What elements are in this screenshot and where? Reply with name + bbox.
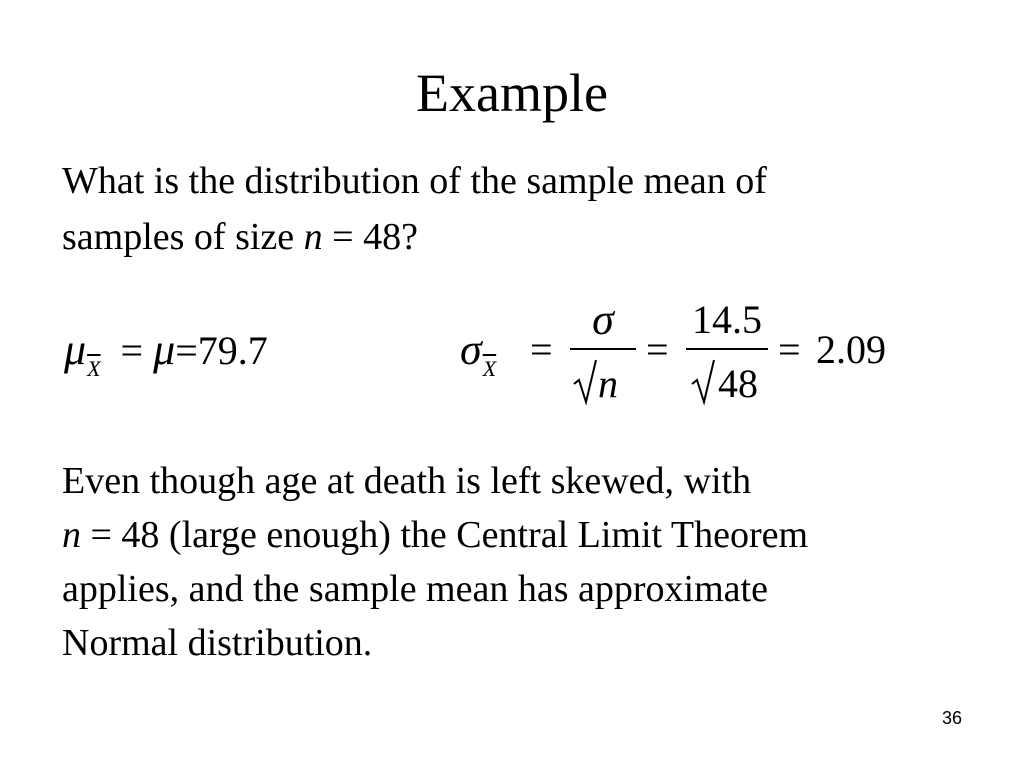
frac2-bar [686, 348, 768, 350]
explanation-text [62, 454, 982, 670]
question-value: 48 [363, 216, 402, 258]
mean-formula [64, 326, 268, 381]
explanation-line-2-rest: = 48 (large enough) the Central Limit Theorem [81, 514, 809, 556]
explanation-line-1: Even though age at death is left skewed, with [62, 460, 752, 502]
question-suffix: ? [401, 216, 418, 258]
explanation-line-3: applies, and the sample mean has approximate [62, 568, 768, 610]
slide-title: Example [416, 63, 608, 123]
page-number: 36 [941, 708, 962, 728]
explanation-variable: n [62, 514, 81, 556]
explanation-line-2 [62, 508, 982, 562]
mean-subscript: $\overline{X}$ [87, 356, 101, 381]
question-prefix: samples of size [62, 216, 304, 258]
question-equals: = [322, 216, 364, 258]
question-variable: n [303, 216, 323, 258]
frac1-numerator: σ [592, 295, 614, 344]
sd-equals-3: = [778, 327, 801, 372]
sqrt-symbol-2 [690, 358, 716, 406]
sd-equals-2: = [646, 327, 669, 372]
sd-sigma-symbol: σ [460, 325, 482, 374]
frac2-numerator: 14.5 [692, 297, 762, 342]
mean-mu-symbol: μ [64, 325, 87, 374]
explanation-line-4: Normal distribution. [62, 622, 373, 664]
sd-equals-1: = [530, 327, 553, 372]
question-line-1: What is the distribution of the sample mean of [62, 160, 767, 202]
mean-equals-2: = [175, 328, 198, 373]
mean-result: 79.7 [197, 328, 268, 373]
frac1-denominator: n [598, 361, 618, 406]
sd-result: 2.09 [816, 327, 886, 372]
sd-subscript: $\overline{X}$ [482, 356, 497, 381]
question-line-2 [62, 209, 962, 265]
mean-mu-2: μ [153, 325, 176, 374]
sqrt-symbol-1 [572, 358, 598, 406]
mean-equals-1: = [120, 328, 144, 373]
frac2-denominator: 48 [718, 361, 758, 406]
question-text [62, 153, 962, 265]
sd-lhs [460, 326, 496, 381]
frac1-bar [570, 348, 636, 350]
